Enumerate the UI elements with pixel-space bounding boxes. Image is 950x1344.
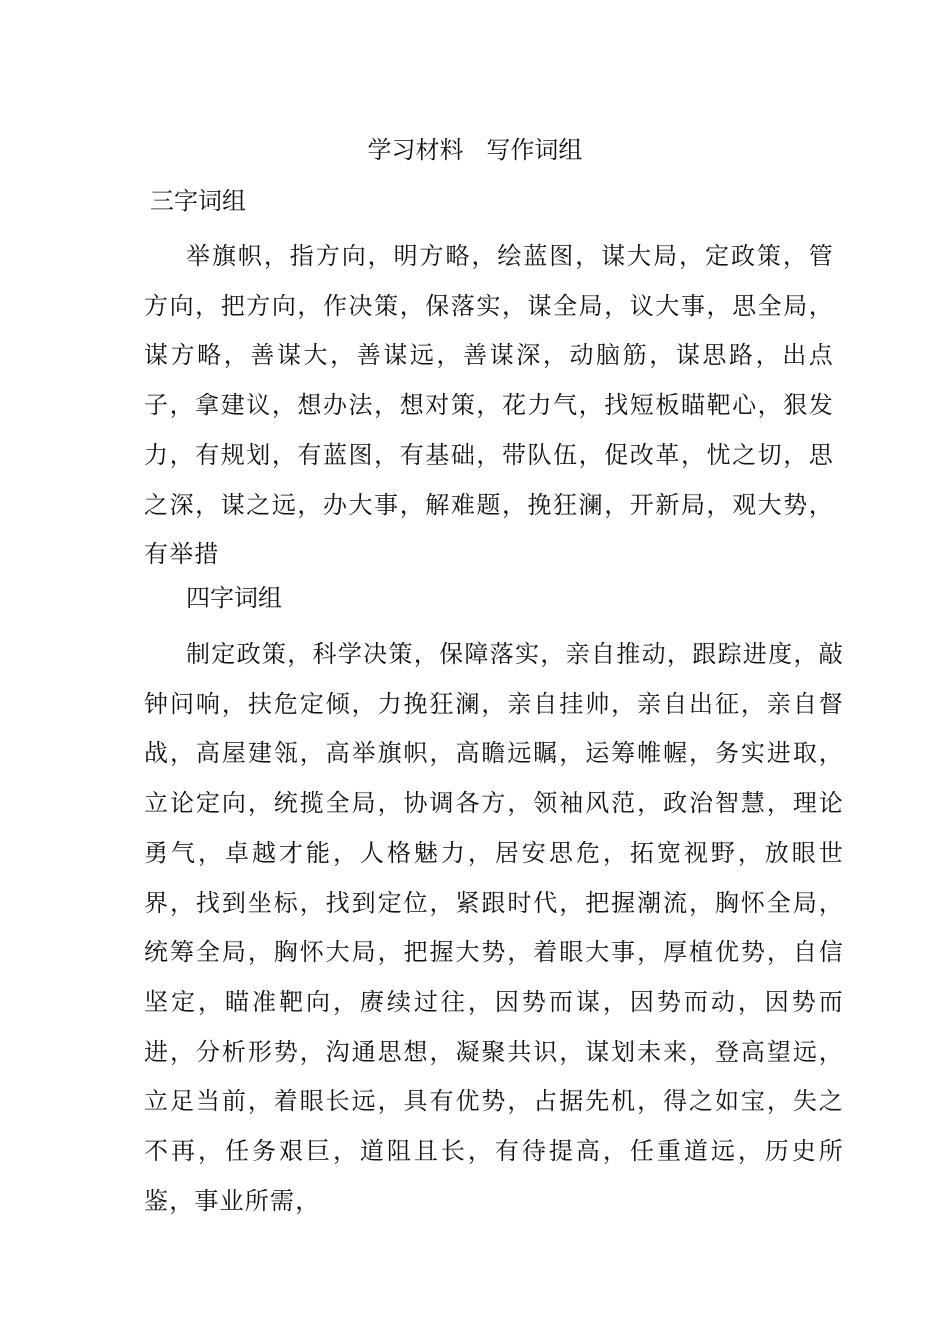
document-title: 学习材料 写作词组 (367, 136, 583, 164)
section-heading-four-char: 四字词组 (186, 584, 282, 612)
section-heading-three-char: 三字词组 (150, 187, 246, 215)
section-body-three-char: 举旗帜，指方向，明方略，绘蓝图，谋大局，定政策，管方向，把方向，作决策，保落实，谋全局，议大事，思全局，谋方略，善谋大，善谋远，善谋深，动脑筋，谋思路，出点子，拿建议，想办法，想对策，花力气，找短板瞄靶心，狠发力，有规划，有蓝图，有基础，带队伍，促改革，忧之切，思之深，谋之远，办大事，解难题，挽狂澜，开新局，观大势，有举措 (144, 242, 834, 569)
section-body-four-char: 制定政策，科学决策，保障落实，亲自推动，跟踪进度，敲钟问响，扶危定倾，力挽狂澜，亲自挂帅，亲自出征，亲自督战，高屋建瓴，高举旗帜，高瞻远瞩，运筹帷幄，务实进取，立论定向，统揽全局，协调各方，领袖风范，政治智慧，理论勇气，卓越才能，人格魅力，居安思危，拓宽视野，放眼世界，找到坐标，找到定位，紧跟时代，把握潮流，胸怀全局，统筹全局，胸怀大局，把握大势，着眼大事，厚植优势，自信坚定，瞄准靶向，赓续过往，因势而谋，因势而动，因势而进，分析形势，沟通思想，凝聚共识，谋划未来，登高望远，立足当前，着眼长远，具有优势，占据先机，得之如宝，失之不再，任务艰巨，道阻且长，有待提高，任重道远，历史所鉴，事业所需， (144, 640, 844, 1215)
